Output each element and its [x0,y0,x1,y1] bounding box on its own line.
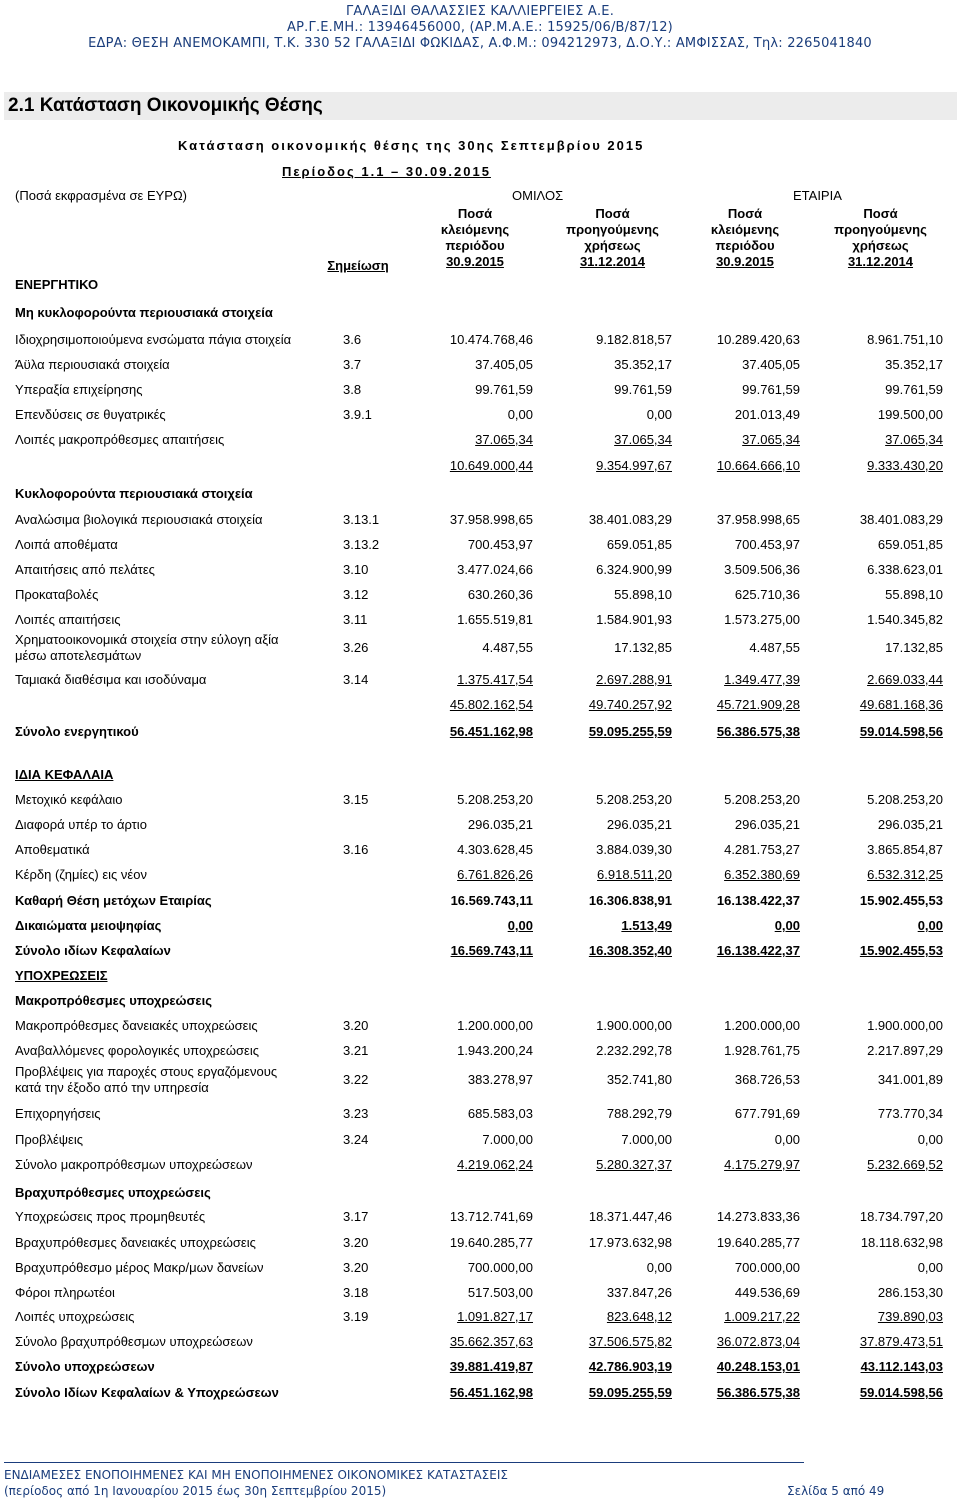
row-label: Σύνολο μακροπρόθεσμων υποχρεώσεων [15,1157,253,1172]
row-value: 2.232.292,78 [596,1043,672,1058]
row-value: 0,00 [646,1260,672,1275]
row-value: 352.741,80 [606,1072,672,1087]
row-value: 42.786.903,19 [588,1359,672,1374]
row-value: 37.065,34 [475,432,533,447]
statement-title: Κατάσταση οικονομικής θέσης της 30ης Σεπτεμβρίου 2015 [178,138,645,153]
row-value: 4.487,55 [749,640,800,655]
row-value: 2.697.288,91 [596,672,672,687]
row-value: 368.726,53 [734,1072,800,1087]
row-note: 3.14 [343,672,369,687]
row-value: 35.352,17 [614,357,672,372]
row-value: 296.035,21 [606,817,672,832]
row-label-line: κατά την έξοδο από την υπηρεσία [15,1080,209,1095]
row-value: 39.881.419,87 [449,1359,533,1374]
row-note: 3.20 [343,1260,369,1275]
row-value: 45.721.909,28 [716,697,800,712]
row-value: 1.573.275,00 [724,612,800,627]
row-value: 17.973.632,98 [588,1235,672,1250]
row-label: Λοιπές υποχρεώσεις [15,1309,135,1324]
row-label: Υπεραξία επιχείρησης [15,382,143,397]
row-label: Λοιπές μακροπρόθεσμες απαιτήσεις [15,432,225,447]
row-value: 700.000,00 [734,1260,800,1275]
row-value: 15.902.455,53 [859,943,943,958]
row-label-line: μέσω αποτελεσμάτων [15,648,142,663]
row-value: 6.532.312,25 [867,867,943,882]
table-row [0,1130,960,1150]
row-label: Ταμιακά διαθέσιμα και ισοδύναμα [15,672,207,687]
row-value: 99.761,59 [475,382,533,397]
row-value: 18.371.447,46 [588,1209,672,1224]
row-label: Βραχυπρόθεσμες δανειακές υποχρεώσεις [15,1235,256,1250]
row-value: 5.208.253,20 [457,792,533,807]
row-note: 3.23 [343,1106,369,1121]
table-row [0,405,960,425]
company-registry: ΑΡ.Γ.Ε.ΜΗ.: 13946456000, (ΑΡ.Μ.Α.Ε.: 15925/06/Β/87/12) [287,20,673,35]
row-value: 35.352,17 [885,357,943,372]
table-row [0,790,960,810]
row-value: 49.740.257,92 [588,697,672,712]
row-value: 0,00 [917,1260,943,1275]
row-label: Μακροπρόθεσμες υποχρεώσεις [15,993,212,1008]
section-title: 2.1 Κατάσταση Οικονομικής Θέσης [4,92,957,120]
row-value: 36.072.873,04 [716,1334,800,1349]
row-value: 10.664.666,10 [716,458,800,473]
row-note: 3.13.2 [343,537,380,552]
row-value: 10.474.768,46 [449,332,533,347]
row-note: 3.11 [343,612,368,627]
row-value: 9.354.997,67 [596,458,672,473]
table-row [0,1283,960,1303]
row-value: 685.583,03 [467,1106,533,1121]
row-note: 3.20 [343,1018,369,1033]
row-label: Καθαρή Θέση μετόχων Εταιρίας [15,893,212,908]
row-label: Διαφορά υπέρ το άρτιο [15,817,147,832]
row-value: 0,00 [917,918,943,933]
row-value: 199.500,00 [877,407,943,422]
row-value: 99.761,59 [614,382,672,397]
row-value: 449.536,69 [734,1285,800,1300]
row-value: 6.918.511,20 [597,867,672,882]
row-value: 1.200.000,00 [457,1018,533,1033]
company-address: ΕΔΡΑ: ΘΕΣΗ ΑΝΕΜΟΚΑΜΠΙ, Τ.Κ. 330 52 ΓΑΛΑΞΙΔΙ ΦΩΚΙΔΑΣ, Α.Φ.Μ.: 094212973, Δ.Ο.Υ.: ΑΜΦΙΣΣΑΣ, Τηλ: 2265041840 [88,36,872,51]
row-value: 8.961.751,10 [867,332,943,347]
row-value: 59.095.255,59 [588,1385,672,1400]
row-note: 3.24 [343,1132,369,1147]
table-row [0,510,960,530]
row-value: 6.338.623,01 [867,562,943,577]
row-label: Σύνολο υποχρεώσεων [15,1359,155,1374]
table-row [0,355,960,375]
table-row [0,840,960,860]
column-header-company-current: Ποσά κλειόμενης περιόδου 30.9.2015 [710,206,780,269]
row-value: 823.648,12 [606,1309,672,1324]
row-value: 0,00 [507,918,533,933]
row-value: 56.451.162,98 [449,724,533,739]
row-note: 3.20 [343,1235,369,1250]
row-value: 3.884.039,30 [596,842,672,857]
row-note: 3.18 [343,1285,369,1300]
row-label: ΙΔΙΑ ΚΕΦΑΛΑΙΑ [15,767,114,782]
row-value: 1.349.477,39 [724,672,800,687]
row-value: 5.208.253,20 [867,792,943,807]
row-label: Φόροι πληρωτέοι [15,1285,115,1300]
row-value: 1.091.827,17 [457,1309,533,1324]
table-row [0,670,960,690]
row-value: 1.655.519,81 [457,612,533,627]
table-row [0,991,960,1011]
row-note: 3.9.1 [343,407,372,422]
table-row [0,1064,960,1095]
row-value: 19.640.285,77 [449,1235,533,1250]
row-value: 6.761.826,26 [457,867,533,882]
row-value: 56.386.575,38 [716,724,800,739]
table-row [0,1307,960,1327]
row-value: 6.352.380,69 [724,867,800,882]
table-row [0,1233,960,1253]
table-row [0,456,960,476]
row-value: 17.132,85 [885,640,943,655]
row-label: Σύνολο Ιδίων Κεφαλαίων & Υποχρεώσεων [15,1385,279,1400]
row-label: Προβλέψεις [15,1132,84,1147]
row-value: 56.386.575,38 [716,1385,800,1400]
table-row [0,632,960,663]
table-row [0,380,960,400]
table-row [0,330,960,350]
row-value: 3.509.506,36 [724,562,800,577]
table-row [0,916,960,936]
row-value: 37.065,34 [742,432,800,447]
table-row [0,966,960,986]
table-row [0,610,960,630]
table-row [0,1383,960,1403]
row-label: Σύνολο βραχυπρόθεσμων υποχρεώσεων [15,1334,253,1349]
table-row [0,1041,960,1061]
row-value: 700.453,97 [467,537,533,552]
row-value: 4.303.628,45 [457,842,533,857]
page-number: Σελίδα 5 από 49 [787,1484,885,1498]
row-value: 40.248.153,01 [716,1359,800,1374]
table-row [0,1016,960,1036]
row-value: 773.770,34 [877,1106,943,1121]
row-value: 788.292,79 [606,1106,672,1121]
row-value: 49.681.168,36 [859,697,943,712]
footer-period: (περίοδος από 1η Ιανουαρίου 2015 έως 30η Σεπτεμβρίου 2015) [4,1484,387,1498]
row-value: 37.879.473,51 [859,1334,943,1349]
row-note: 3.16 [343,842,369,857]
row-label-line: Προβλέψεις για παροχές στους εργαζόμενους [15,1064,278,1079]
row-value: 0,00 [917,1132,943,1147]
row-value: 99.761,59 [885,382,943,397]
row-value: 37.065,34 [614,432,672,447]
row-value: 1.900.000,00 [596,1018,672,1033]
table-row [0,1183,960,1203]
row-label: Άϋλα περιουσιακά στοιχεία [15,357,170,372]
row-value: 337.847,26 [606,1285,672,1300]
row-value: 9.182.818,57 [596,332,672,347]
row-label: Λοιπές απαιτήσεις [15,612,121,627]
row-value: 3.477.024,66 [457,562,533,577]
row-note: 3.15 [343,792,369,807]
row-value: 59.014.598,56 [859,724,943,739]
row-value: 4.487,55 [482,640,533,655]
row-note: 3.12 [343,587,369,602]
row-value: 13.712.741,69 [449,1209,533,1224]
row-value: 37.405,05 [475,357,533,372]
row-label: Αποθεματικά [15,842,90,857]
row-value: 45.802.162,54 [449,697,533,712]
row-value: 43.112.143,03 [860,1359,943,1374]
row-value: 2.669.033,44 [867,672,943,687]
row-label: Κυκλοφορούντα περιουσιακά στοιχεία [15,486,253,501]
row-value: 1.009.217,22 [724,1309,800,1324]
row-value: 16.306.838,91 [588,893,672,908]
row-label: Επενδύσεις σε θυγατρικές [15,407,166,422]
row-value: 5.280.327,37 [596,1157,672,1172]
row-value: 37.958.998,65 [449,512,533,527]
row-value: 6.324.900,99 [596,562,672,577]
table-row [0,1207,960,1227]
row-value: 4.281.753,27 [724,842,800,857]
row-value: 2.217.897,29 [867,1043,943,1058]
row-label: Σύνολο ενεργητικού [15,724,139,739]
row-value: 286.153,30 [877,1285,943,1300]
row-label: Υποχρεώσεις προς προμηθευτές [15,1209,206,1224]
table-row [0,695,960,715]
row-value: 1.513,49 [621,918,672,933]
table-row [0,891,960,911]
table-row [0,585,960,605]
row-label: Δικαιώματα μειοψηφίας [15,918,162,933]
row-note: 3.8 [343,382,362,397]
table-row [0,560,960,580]
table-row [0,941,960,961]
row-value: 38.401.083,29 [859,512,943,527]
period-title: Περίοδος 1.1 – 30.09.2015 [282,164,491,179]
row-value: 9.333.430,20 [867,458,943,473]
row-value: 10.289.420,63 [716,332,800,347]
row-value: 37.958.998,65 [716,512,800,527]
row-value: 700.453,97 [734,537,800,552]
row-value: 625.710,36 [734,587,800,602]
row-value: 4.219.062,24 [457,1157,533,1172]
column-header-company-previous: Ποσά προηγούμενης χρήσεως 31.12.2014 [834,206,927,269]
table-row [0,815,960,835]
row-value: 10.649.000,44 [449,458,533,473]
row-value: 16.569.743,11 [450,893,533,908]
column-header-group-current: Ποσά κλειόμενης περιόδου 30.9.2015 [440,206,510,269]
table-row [0,765,960,785]
row-label-line: Χρηματοοικονομικά στοιχεία στην εύλογη αξία [15,632,279,647]
row-value: 14.273.833,36 [716,1209,800,1224]
row-value: 0,00 [646,407,672,422]
row-value: 35.662.357,63 [449,1334,533,1349]
row-label: Προκαταβολές [15,587,99,602]
table-row [0,1357,960,1377]
table-row [0,1104,960,1124]
row-value: 5.208.253,20 [596,792,672,807]
row-value: 659.051,85 [606,537,672,552]
table-row [0,865,960,885]
row-value: 341.001,89 [877,1072,943,1087]
row-value: 383.278,97 [467,1072,533,1087]
row-note: 3.7 [343,357,362,372]
row-label: Σύνολο ιδίων Κεφαλαίων [15,943,171,958]
row-value: 56.451.162,98 [449,1385,533,1400]
row-value: 15.902.455,53 [859,893,943,908]
company-label: ΕΤΑΙΡΙΑ [793,188,842,203]
row-value: 0,00 [774,1132,800,1147]
row-value: 517.503,00 [467,1285,533,1300]
row-note: 3.22 [343,1072,369,1087]
row-value: 296.035,21 [734,817,800,832]
row-value: 4.175.279,97 [724,1157,800,1172]
row-value: 677.791,69 [734,1106,800,1121]
assets-heading: ΕΝΕΡΓΗΤΙΚΟ [15,277,99,292]
footer-title: ΕΝΔΙΑΜΕΣΕΣ ΕΝΟΠΟΙΗΜΕΝΕΣ ΚΑΙ ΜΗ ΕΝΟΠΟΙΗΜΕΝΕΣ ΟΙΚΟΝΟΜΙΚΕΣ ΚΑΤΑΣΤΑΣΕΙΣ [4,1468,508,1482]
row-value: 1.375.417,54 [457,672,533,687]
row-label: Αναβαλλόμενες φορολογικές υποχρεώσεις [15,1043,259,1058]
row-value: 37.405,05 [742,357,800,372]
row-value: 0,00 [507,407,533,422]
currency-note: (Ποσά εκφρασμένα σε ΕΥΡΩ) [15,188,188,203]
row-value: 1.200.000,00 [724,1018,800,1033]
row-value: 59.014.598,56 [859,1385,943,1400]
row-label: Λοιπά αποθέματα [15,537,118,552]
row-value: 16.308.352,40 [588,943,672,958]
row-note: 3.21 [343,1043,369,1058]
row-value: 37.065,34 [885,432,943,447]
row-value: 19.640.285,77 [716,1235,800,1250]
row-value: 18.734.797,20 [859,1209,943,1224]
row-label: Μακροπρόθεσμες δανειακές υποχρεώσεις [15,1018,258,1033]
row-note: 3.6 [343,332,362,347]
table-row [0,484,960,504]
row-label: Μη κυκλοφορούντα περιουσιακά στοιχεία [15,305,273,320]
row-value: 5.208.253,20 [724,792,800,807]
row-value: 38.401.083,29 [588,512,672,527]
row-value: 16.569.743,11 [450,943,533,958]
group-label: ΟΜΙΛΟΣ [512,188,564,203]
row-value: 99.761,59 [742,382,800,397]
row-value: 3.865.854,87 [867,842,943,857]
row-value: 18.118.632,98 [860,1235,943,1250]
row-value: 17.132,85 [614,640,672,655]
row-value: 1.900.000,00 [867,1018,943,1033]
row-label: Απαιτήσεις από πελάτες [15,562,155,577]
row-value: 0,00 [774,918,800,933]
table-row [0,430,960,450]
row-label: Βραχυπρόθεσμο μέρος Μακρ/μων δανείων [15,1260,264,1275]
row-note: 3.13.1 [343,512,380,527]
row-note: 3.10 [343,562,369,577]
row-label: ΥΠΟΧΡΕΩΣΕΙΣ [15,968,108,983]
row-value: 1.540.345,82 [867,612,943,627]
row-label [15,632,279,664]
row-value: 1.928.761,75 [724,1043,800,1058]
row-note: 3.17 [343,1209,369,1224]
row-value: 7.000,00 [482,1132,533,1147]
row-value: 296.035,21 [877,817,943,832]
table-row [0,1332,960,1352]
row-value: 55.898,10 [885,587,943,602]
table-row [0,535,960,555]
row-label: Αναλώσιμα βιολογικά περιουσιακά στοιχεία [15,512,263,527]
row-value: 5.232.669,52 [867,1157,943,1172]
table-row [0,722,960,742]
row-value: 1.943.200,24 [457,1043,533,1058]
row-note: 3.26 [343,640,369,655]
row-label: Μετοχικό κεφάλαιο [15,792,123,807]
row-value: 700.000,00 [467,1260,533,1275]
row-value: 1.584.901,93 [596,612,672,627]
note-column-header: Σημείωση [327,258,389,273]
row-label: Βραχυπρόθεσμες υποχρεώσεις [15,1185,211,1200]
row-value: 55.898,10 [614,587,672,602]
table-row [0,1258,960,1278]
table-row [0,303,960,323]
row-value: 201.013,49 [734,407,800,422]
row-value: 630.260,36 [467,587,533,602]
row-value: 16.138.422,37 [716,943,800,958]
table-row [0,1155,960,1175]
row-value: 296.035,21 [467,817,533,832]
row-value: 739.890,03 [877,1309,943,1324]
row-value: 37.506.575,82 [588,1334,672,1349]
row-note: 3.19 [343,1309,369,1324]
row-value: 59.095.255,59 [588,724,672,739]
row-label [15,1064,277,1096]
company-name: ΓΑΛΑΞΙΔΙ ΘΑΛΑΣΣΙΕΣ ΚΑΛΛΙΕΡΓΕΙΕΣ Α.Ε. [345,4,615,19]
row-label: Επιχορηγήσεις [15,1106,101,1121]
column-header-group-previous: Ποσά προηγούμενης χρήσεως 31.12.2014 [566,206,659,269]
footer-divider [4,1462,804,1463]
row-label: Κέρδη (ζημίες) εις νέον [15,867,147,882]
row-value: 16.138.422,37 [716,893,800,908]
row-value: 659.051,85 [877,537,943,552]
row-label: Ιδιοχρησιμοποιούμενα ενσώματα πάγια στοιχεία [15,332,292,347]
row-value: 7.000,00 [621,1132,672,1147]
